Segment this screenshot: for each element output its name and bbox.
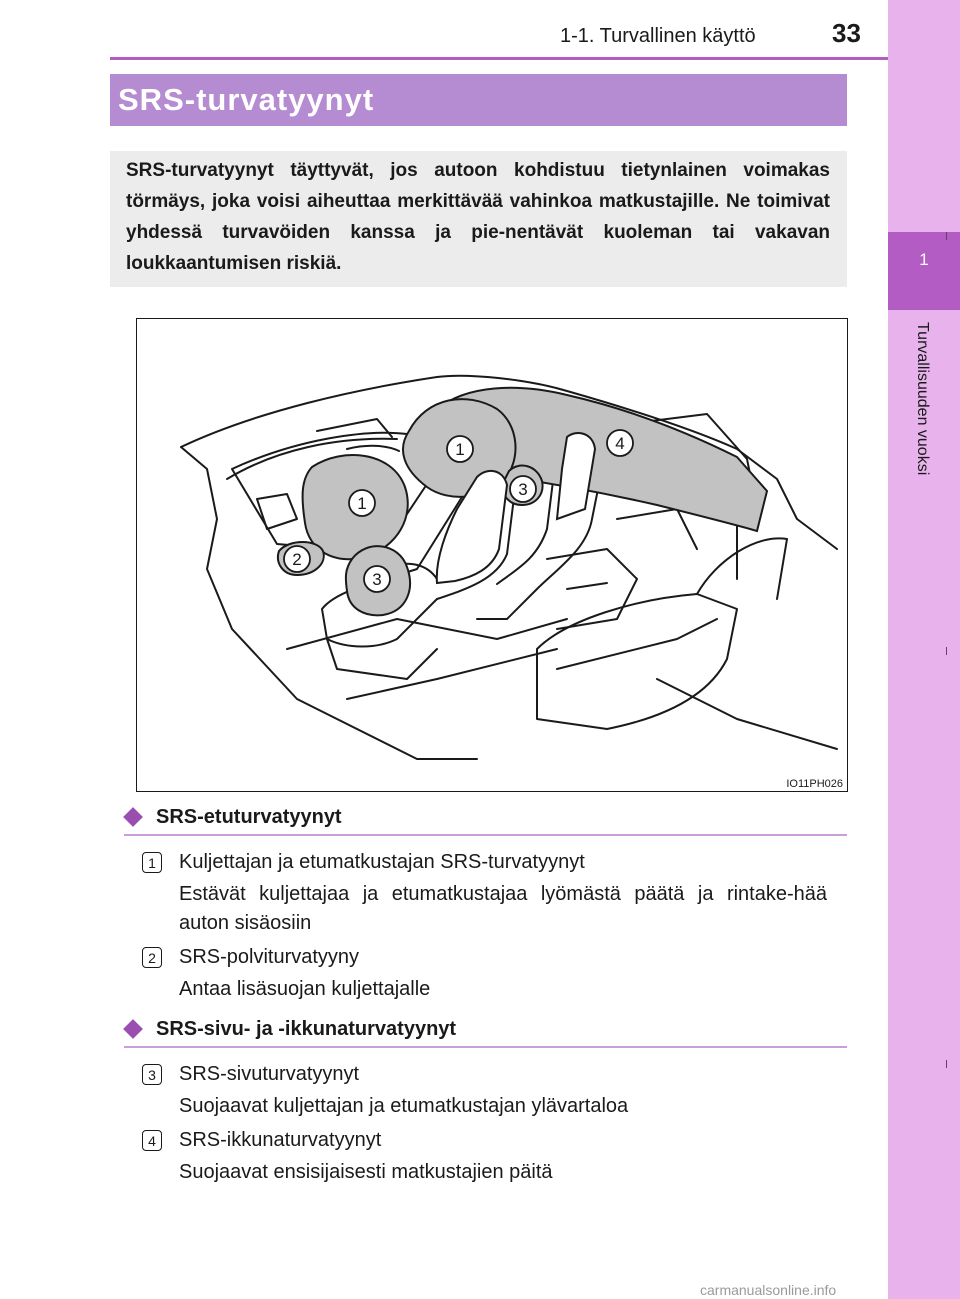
item-number-badge: 2: [142, 947, 162, 968]
intro-box: [110, 151, 847, 287]
subheading-side-curtain-airbags: [124, 1018, 847, 1048]
item-description: Antaa lisäsuojan kuljettajalle: [179, 978, 431, 1000]
item-number-badge: 3: [142, 1064, 162, 1085]
tab-tick-mark: [946, 1060, 947, 1068]
callout-label: 1: [455, 440, 465, 459]
item-description: Estävät kuljettajaa ja etumatkustajaa lyömästä päätä ja rintake-hää auton sisäosiin: [179, 883, 827, 934]
item-title: SRS-sivuturvatyynyt: [179, 1063, 360, 1085]
subheading-rule: [124, 834, 847, 836]
header-section-title: 1-1. Turvallinen käyttö: [560, 25, 756, 47]
footer-watermark: carmanualsonline.info: [700, 1282, 837, 1298]
diamond-bullet-icon: [123, 1019, 143, 1039]
callout-label: 2: [292, 550, 302, 569]
chapter-tab: [888, 0, 960, 1299]
item-description: Suojaavat kuljettajan ja etumatkustajan ylävartaloa: [179, 1095, 629, 1117]
item-title: SRS-polviturvatyyny: [179, 946, 360, 968]
item-title: SRS-ikkunaturvatyynyt: [179, 1129, 382, 1151]
chapter-label-text: Turvallisuuden vuoksi: [914, 322, 931, 476]
diamond-bullet-icon: [123, 807, 143, 827]
car-interior-drawing: [137, 319, 847, 791]
subheading-rule: [124, 1046, 847, 1048]
callout-label: 1: [357, 494, 367, 513]
chapter-label: [907, 322, 937, 532]
airbag-illustration: [136, 318, 848, 792]
subheading-front-airbags: [124, 806, 847, 836]
callout-label: 3: [372, 570, 382, 589]
item-number-badge: 1: [142, 852, 162, 873]
callout-label: 3: [518, 480, 528, 499]
page-title: SRS-turvatyynyt: [118, 82, 375, 117]
tab-tick-mark: [946, 232, 947, 240]
page-number: 33: [832, 18, 861, 48]
chapter-number: 1: [919, 250, 929, 269]
subheading-text: SRS-sivu- ja -ikkunaturvatyynyt: [156, 1018, 457, 1040]
figure-code: IO11PH026: [786, 778, 843, 790]
intro-text: SRS-turvatyynyt täyttyvät, jos autoon kohdistuu tietynlainen voimakas törmäys, joka voisi aiheuttaa merkittävää vahinkoa matkustajille. Ne toimivat yhdessä turvavöiden kanssa ja pie-nentävät kuoleman tai vakavan loukkaantumisen riskiä.: [126, 160, 830, 274]
header-divider: [110, 57, 888, 60]
callout-label: 4: [615, 434, 625, 453]
subheading-text: SRS-etuturvatyynyt: [156, 806, 342, 828]
item-title: Kuljettajan ja etumatkustajan SRS-turvatyynyt: [179, 851, 585, 873]
tab-tick-mark: [946, 647, 947, 655]
chapter-tab-active: [888, 232, 960, 310]
section-title-bar: [110, 74, 847, 126]
item-number-badge: 4: [142, 1130, 162, 1151]
item-description: Suojaavat ensisijaisesti matkustajien päitä: [179, 1161, 553, 1183]
